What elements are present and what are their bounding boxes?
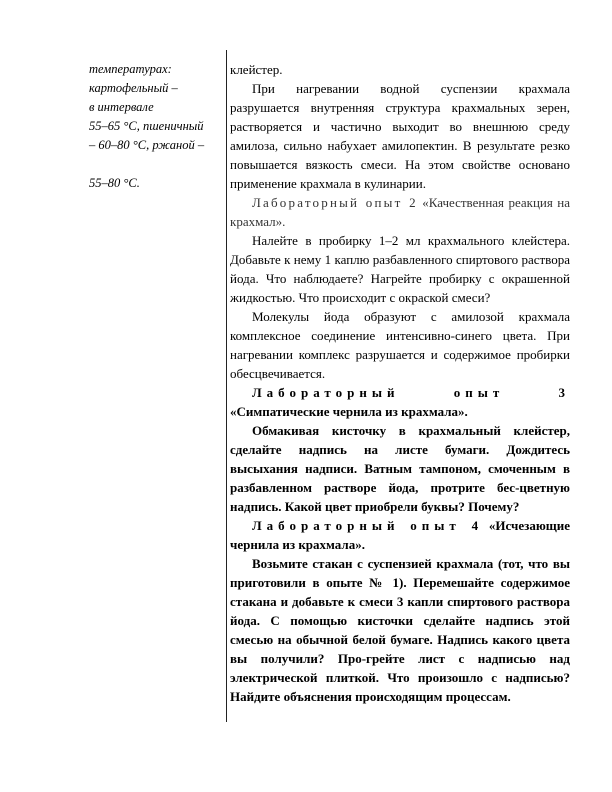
experiment-label: Лабораторный опыт 3 [252, 385, 570, 400]
experiment-4-heading [230, 516, 570, 554]
sidebar-spacer [89, 155, 221, 174]
sidebar-note [89, 60, 221, 193]
sidebar-line: в интервале [89, 100, 154, 114]
experiment-label: Лабораторный опыт 2 [252, 195, 418, 210]
sidebar-line: температурах: [89, 62, 172, 76]
column-divider [226, 50, 227, 722]
paragraph: Возьмите стакан с суспензией крахмала (тот, что вы приготовили в опыте № 1). Перемешайте содержимое стакана и добавьте к смеси 3 капли спиртового раствора йода. С помощью кисточки сделайте надпись этой смесью на обычной белой бумаге. Надпись какого цвета вы получили? Про-грейте лист с надписью над электрической плиткой. Что произошло с надписью? Найдите объяснения происходящим процессам. [230, 556, 570, 704]
experiment-3-heading [230, 383, 570, 421]
experiment-label: Лабораторный опыт 4 [252, 518, 484, 533]
paragraph: Налейте в пробирку 1–2 мл крахмального клейстера. Добавьте к нему 1 каплю разбавленного спиртового раствора йода. Что наблюдаете? Нагрейте пробирку с окрашенной жидкостью. Что происходит с окраской смеси? [230, 233, 570, 305]
paragraph: Обмакивая кисточку в крахмальный клейстер, сделайте надпись на листе бумаги. Дождитесь высыхания надписи. Ватным тампоном, смоченным в разбавленном растворе йода, протрите бес-цветную надпись. Какой цвет приобрели буквы? Почему? [230, 423, 570, 514]
experiment-title: «Симпатические чернила из крахмала». [230, 404, 468, 419]
sidebar-line: – 60–80 °C, ржаной – [89, 138, 205, 152]
paragraph: При нагревании водной суспензии крахмала разрушается внутренняя структура крахмальных зерен, растворяется и частично выходит во внешнюю среду амилоза, сильно набухает амилопектин. В результате резко повышается вязкость смеси. На этом свойстве основано применение крахмала в кулинарии. [230, 81, 570, 191]
sidebar-line: 55–65 °C, пшеничный [89, 119, 204, 133]
paragraph: Молекулы йода образуют с амилозой крахмала комплексное соединение интенсивно-синего цвета. При нагревании комплекс разрушается и содержимое пробирки обесцвечивается. [230, 309, 570, 381]
experiment-title: «Качественная реакция на крахмал». [230, 195, 570, 229]
main-text [230, 60, 570, 706]
sidebar-line: картофельный – [89, 81, 178, 95]
experiment-title: «Исчезающие чернила из крахмала». [230, 518, 570, 552]
sidebar-line: 55–80 °C. [89, 176, 140, 190]
experiment-2-heading [230, 193, 570, 231]
paragraph: клейстер. [230, 62, 283, 77]
